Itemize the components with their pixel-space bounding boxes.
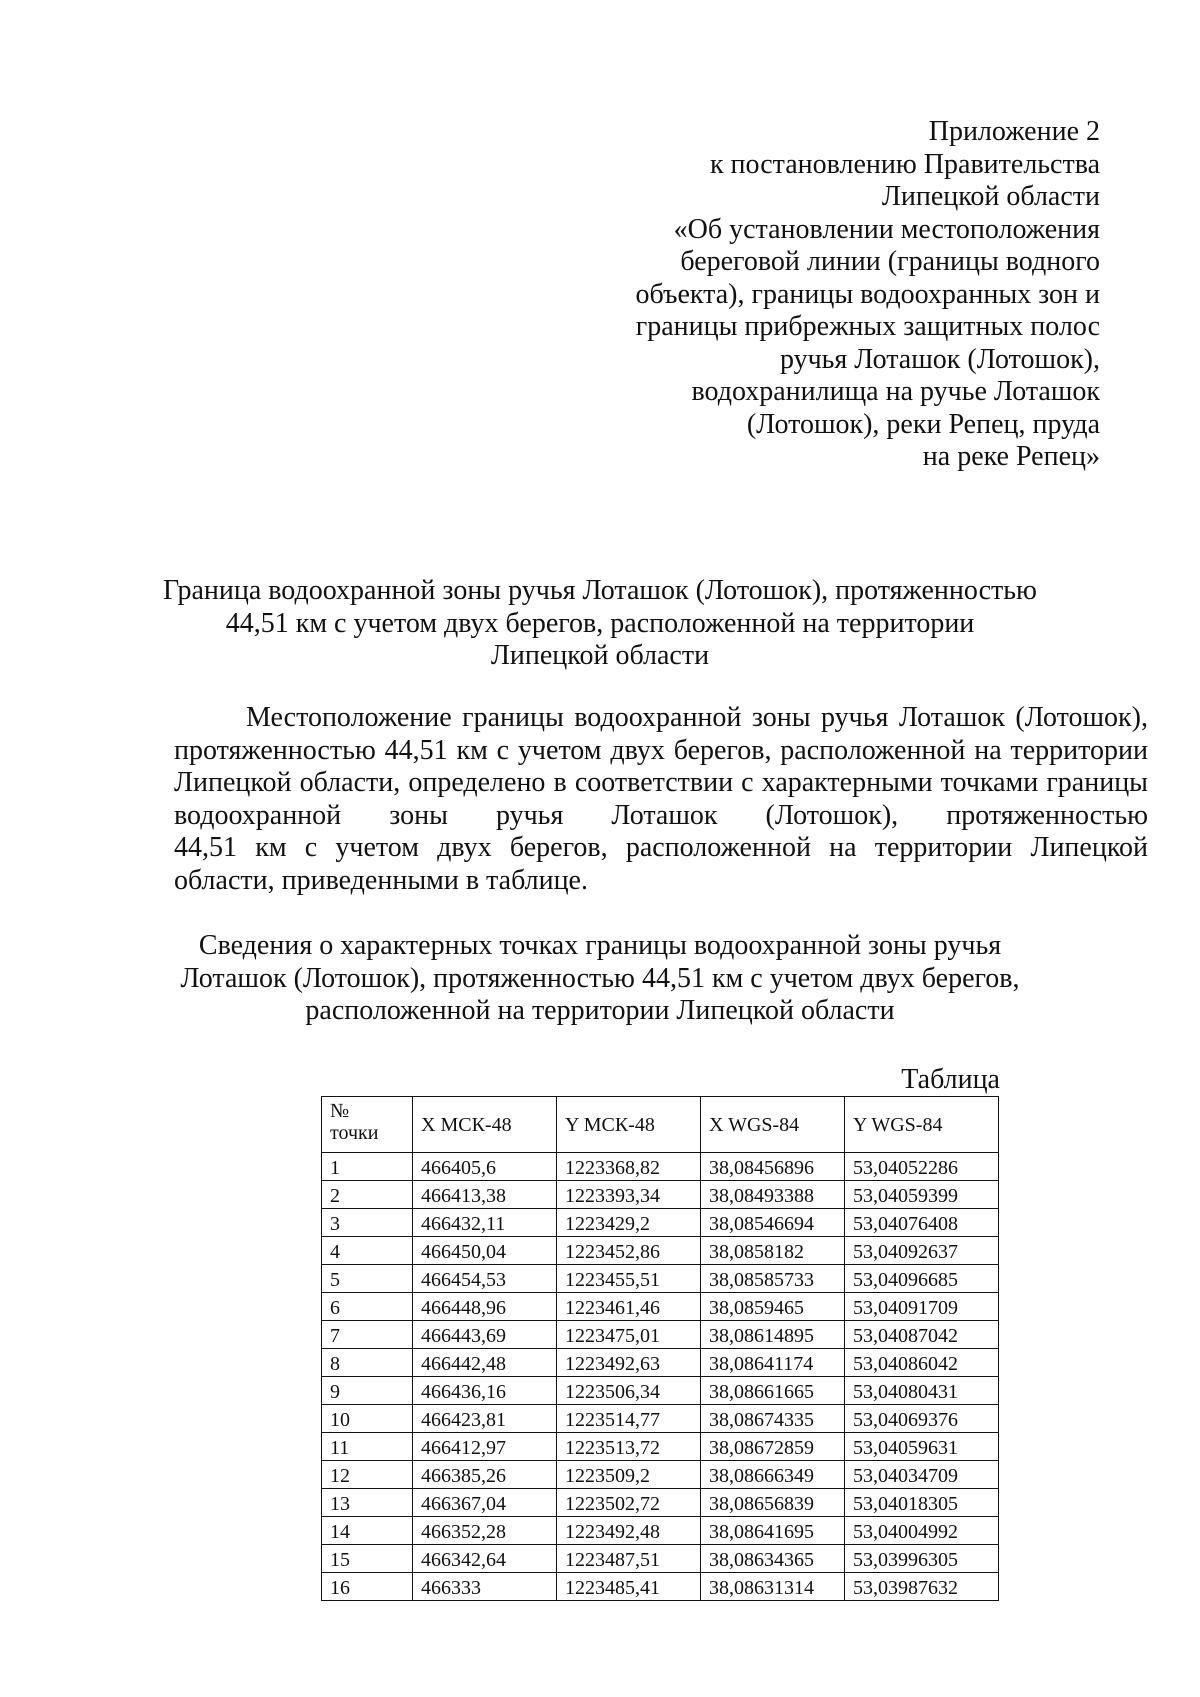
cell-x-wgs: 38,08672859 xyxy=(701,1433,845,1461)
cell-x-msk: 466448,96 xyxy=(413,1293,557,1321)
cell-x-wgs: 38,08614895 xyxy=(701,1321,845,1349)
cell-x-msk: 466342,64 xyxy=(413,1545,557,1573)
paragraph-line: области, приведенными в таблице. xyxy=(174,864,588,896)
appendix-line: (Лотошок), реки Репец, пруда xyxy=(746,408,1100,440)
cell-y-msk: 1223452,86 xyxy=(557,1237,701,1265)
cell-y-wgs: 53,04034709 xyxy=(845,1461,999,1489)
cell-y-msk: 1223455,51 xyxy=(557,1265,701,1293)
header-point-number xyxy=(322,1097,413,1153)
cell-x-msk: 466443,69 xyxy=(413,1321,557,1349)
cell-y-wgs: 53,04059399 xyxy=(845,1181,999,1209)
appendix-line: водохранилища на ручье Лоташок xyxy=(691,376,1100,407)
cell-x-wgs: 38,08493388 xyxy=(701,1181,845,1209)
header-y-msk: Y МСК-48 xyxy=(557,1097,701,1153)
table-row xyxy=(322,1265,999,1293)
cell-x-wgs: 38,08661665 xyxy=(701,1377,845,1405)
cell-point-number: 13 xyxy=(322,1489,413,1517)
paragraph-line: 44,51 км с учетом двух берегов, расположенной на территории Липецкой xyxy=(174,832,1148,863)
appendix-line: объекта), границы водоохранных зон и xyxy=(635,278,1100,310)
appendix-line: на реке Репец» xyxy=(922,441,1100,472)
cell-y-msk: 1223513,72 xyxy=(557,1433,701,1461)
table-row xyxy=(322,1461,999,1489)
cell-y-wgs: 53,03987632 xyxy=(845,1573,999,1601)
appendix-line: границы прибрежных защитных полос xyxy=(635,311,1100,342)
header-x-wgs: X WGS-84 xyxy=(701,1097,845,1153)
heading-line: 44,51 км с учетом двух берегов, расположенной на территории xyxy=(225,607,975,639)
cell-y-wgs: 53,04092637 xyxy=(845,1237,999,1265)
appendix-line: «Об установлении местоположения xyxy=(673,213,1100,245)
document-heading xyxy=(100,575,1100,673)
cell-x-wgs: 38,08641174 xyxy=(701,1349,845,1377)
cell-y-msk: 1223506,34 xyxy=(557,1377,701,1405)
cell-y-wgs: 53,04096685 xyxy=(845,1265,999,1293)
cell-y-wgs: 53,03996305 xyxy=(845,1545,999,1573)
cell-point-number: 10 xyxy=(322,1405,413,1433)
table-body xyxy=(322,1153,999,1601)
cell-y-msk: 1223461,46 xyxy=(557,1293,701,1321)
cell-y-msk: 1223492,48 xyxy=(557,1517,701,1545)
table-row xyxy=(322,1489,999,1517)
cell-point-number: 6 xyxy=(322,1293,413,1321)
appendix-line: береговой линии (границы водного xyxy=(680,246,1100,277)
caption-line: расположенной на территории Липецкой области xyxy=(305,995,895,1026)
table-row xyxy=(322,1517,999,1545)
cell-y-wgs: 53,04086042 xyxy=(845,1349,999,1377)
table-row xyxy=(322,1209,999,1237)
header-x-msk: X МСК-48 xyxy=(413,1097,557,1153)
cell-x-msk: 466385,26 xyxy=(413,1461,557,1489)
paragraph-line: Липецкой области, определено в соответствии с характерными точками границы xyxy=(174,767,1148,798)
cell-y-wgs: 53,04076408 xyxy=(845,1209,999,1237)
table-row xyxy=(322,1377,999,1405)
cell-y-msk: 1223502,72 xyxy=(557,1489,701,1517)
cell-x-msk: 466442,48 xyxy=(413,1349,557,1377)
cell-y-msk: 1223429,2 xyxy=(557,1209,701,1237)
cell-y-msk: 1223487,51 xyxy=(557,1545,701,1573)
heading-line: Липецкой области xyxy=(490,640,710,671)
cell-y-wgs: 53,04087042 xyxy=(845,1321,999,1349)
table-row xyxy=(322,1573,999,1601)
table-row xyxy=(322,1321,999,1349)
table-row xyxy=(322,1237,999,1265)
cell-x-msk: 466413,38 xyxy=(413,1181,557,1209)
cell-x-wgs: 38,08641695 xyxy=(701,1517,845,1545)
cell-y-wgs: 53,04052286 xyxy=(845,1153,999,1181)
cell-x-msk: 466405,6 xyxy=(413,1153,557,1181)
cell-x-msk: 466423,81 xyxy=(413,1405,557,1433)
table-row xyxy=(322,1153,999,1181)
appendix-line: Липецкой области xyxy=(881,181,1100,212)
cell-point-number: 3 xyxy=(322,1209,413,1237)
cell-y-msk: 1223514,77 xyxy=(557,1405,701,1433)
appendix-block xyxy=(500,116,1100,474)
header-point-word: точки xyxy=(330,1122,379,1144)
cell-y-wgs: 53,04069376 xyxy=(845,1405,999,1433)
table-caption xyxy=(100,930,1100,1028)
cell-x-wgs: 38,08674335 xyxy=(701,1405,845,1433)
cell-point-number: 12 xyxy=(322,1461,413,1489)
cell-x-msk: 466412,97 xyxy=(413,1433,557,1461)
table-row xyxy=(322,1545,999,1573)
cell-y-msk: 1223509,2 xyxy=(557,1461,701,1489)
cell-y-msk: 1223368,82 xyxy=(557,1153,701,1181)
cell-y-msk: 1223485,41 xyxy=(557,1573,701,1601)
paragraph-line: протяженностью 44,51 км с учетом двух берегов, расположенной на территории xyxy=(174,734,1148,766)
cell-x-msk: 466432,11 xyxy=(413,1209,557,1237)
header-y-wgs: Y WGS-84 xyxy=(845,1097,999,1153)
cell-x-wgs: 38,08456896 xyxy=(701,1153,845,1181)
table-header-row xyxy=(322,1097,999,1153)
table-row xyxy=(322,1405,999,1433)
cell-point-number: 4 xyxy=(322,1237,413,1265)
cell-y-wgs: 53,04059631 xyxy=(845,1433,999,1461)
caption-line: Сведения о характерных точках границы водоохранной зоны ручья xyxy=(198,930,1002,961)
cell-point-number: 5 xyxy=(322,1265,413,1293)
cell-point-number: 16 xyxy=(322,1573,413,1601)
cell-x-wgs: 38,08634365 xyxy=(701,1545,845,1573)
cell-x-wgs: 38,08666349 xyxy=(701,1461,845,1489)
cell-x-msk: 466367,04 xyxy=(413,1489,557,1517)
cell-y-msk: 1223492,63 xyxy=(557,1349,701,1377)
cell-x-msk: 466454,53 xyxy=(413,1265,557,1293)
cell-point-number: 11 xyxy=(322,1433,413,1461)
cell-x-wgs: 38,0858182 xyxy=(701,1237,845,1265)
coordinates-table xyxy=(321,1096,999,1601)
cell-point-number: 7 xyxy=(322,1321,413,1349)
table-row xyxy=(322,1349,999,1377)
cell-y-wgs: 53,04080431 xyxy=(845,1377,999,1405)
cell-point-number: 8 xyxy=(322,1349,413,1377)
body-paragraph xyxy=(174,702,1148,897)
appendix-line: Приложение 2 xyxy=(928,116,1100,147)
appendix-line: ручья Лоташок (Лотошок), xyxy=(779,343,1100,375)
cell-y-msk: 1223475,01 xyxy=(557,1321,701,1349)
paragraph-line: Местоположение границы водоохранной зоны ручья Лоташок (Лотошок), xyxy=(246,702,1148,733)
cell-point-number: 2 xyxy=(322,1181,413,1209)
cell-x-msk: 466333 xyxy=(413,1573,557,1601)
table-row xyxy=(322,1181,999,1209)
heading-line: Граница водоохранной зоны ручья Лоташок (Лотошок), протяженностью xyxy=(163,575,1037,606)
cell-x-wgs: 38,0859465 xyxy=(701,1293,845,1321)
cell-point-number: 9 xyxy=(322,1377,413,1405)
cell-x-msk: 466352,28 xyxy=(413,1517,557,1545)
table-row xyxy=(322,1293,999,1321)
cell-x-wgs: 38,08656839 xyxy=(701,1489,845,1517)
cell-x-wgs: 38,08585733 xyxy=(701,1265,845,1293)
header-number-sign: № xyxy=(330,1100,350,1122)
cell-x-msk: 466450,04 xyxy=(413,1237,557,1265)
cell-x-msk: 466436,16 xyxy=(413,1377,557,1405)
cell-x-wgs: 38,08546694 xyxy=(701,1209,845,1237)
caption-line: Лоташок (Лотошок), протяженностью 44,51 км с учетом двух берегов, xyxy=(180,962,1020,994)
cell-y-wgs: 53,04018305 xyxy=(845,1489,999,1517)
table-row xyxy=(322,1433,999,1461)
cell-point-number: 14 xyxy=(322,1517,413,1545)
cell-y-wgs: 53,04091709 xyxy=(845,1293,999,1321)
paragraph-line: водоохранной зоны ручья Лоташок (Лотошок), протяженностью xyxy=(174,799,1148,831)
cell-y-wgs: 53,04004992 xyxy=(845,1517,999,1545)
table-label: Таблица xyxy=(901,1064,1000,1095)
cell-y-msk: 1223393,34 xyxy=(557,1181,701,1209)
cell-point-number: 1 xyxy=(322,1153,413,1181)
appendix-line: к постановлению Правительства xyxy=(709,148,1100,180)
cell-point-number: 15 xyxy=(322,1545,413,1573)
cell-x-wgs: 38,08631314 xyxy=(701,1573,845,1601)
